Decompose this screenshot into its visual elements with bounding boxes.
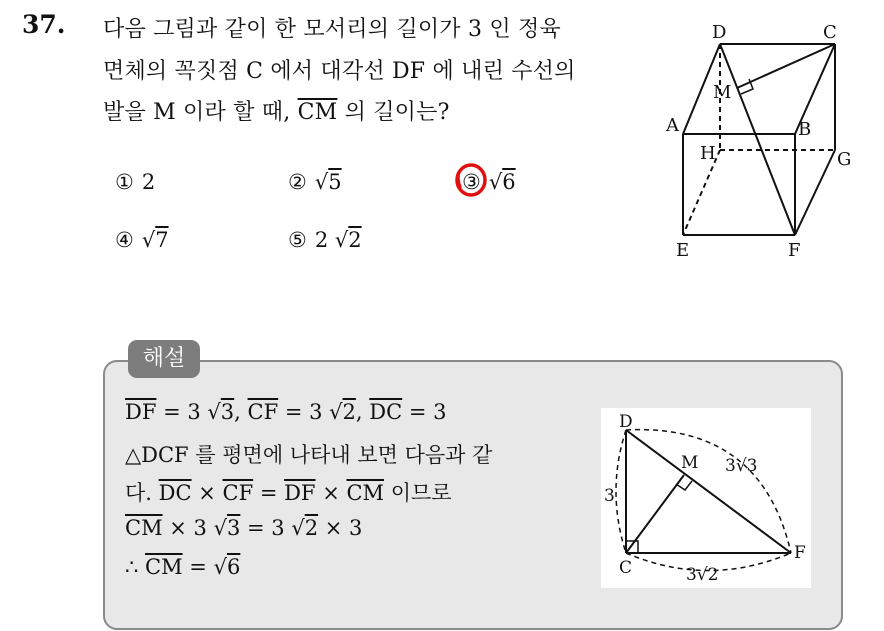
solution-badge: 해설 bbox=[128, 340, 200, 378]
choice-number: ② bbox=[288, 170, 307, 194]
solution-line-5: ∴ $\overline{CM} = √6$ bbox=[125, 555, 241, 579]
choice-5[interactable] bbox=[288, 228, 362, 252]
choice-number: ⑤ bbox=[288, 228, 307, 252]
choice-4[interactable] bbox=[115, 228, 169, 252]
tri-label-DC: 3 bbox=[604, 486, 615, 506]
triangle-figure bbox=[601, 408, 811, 588]
tri-label-D: D bbox=[619, 412, 633, 432]
question-text: 의 길이는? bbox=[337, 100, 450, 125]
choice-2[interactable] bbox=[288, 170, 342, 194]
solution-line-3: 다. $\overline{DC} \times \overline{CF} = \overline{DF} \times \overline{CM}$ 이므로 bbox=[125, 481, 452, 505]
segment-cm: $\overline{CM}$ bbox=[297, 100, 338, 125]
solution-line-2: △DCF 를 평면에 나타내 보면 다음과 같 bbox=[125, 443, 493, 467]
label-F: F bbox=[788, 240, 801, 261]
tri-label-CF: 3√2 bbox=[686, 565, 719, 585]
label-H: H bbox=[700, 143, 716, 164]
choice-coef: 2 bbox=[314, 228, 335, 252]
sqrt-value: √7 bbox=[141, 228, 169, 252]
tri-label-DF: 3√3 bbox=[725, 456, 758, 476]
label-G: G bbox=[837, 149, 852, 170]
tri-label-C: C bbox=[619, 558, 633, 578]
label-B: B bbox=[798, 119, 812, 140]
solution-line-1: $\overline{DF} = 3$ √3, $\overline{CF} = 3$ √2, $\overline{DC} = 3$ bbox=[125, 400, 447, 424]
sqrt-value: √2 bbox=[334, 228, 362, 252]
choice-1[interactable] bbox=[115, 170, 155, 194]
sqrt-value: √6 bbox=[488, 170, 516, 194]
solution-line-4: $\overline{CM} \times 3$ √3 = 3 √2 × 3 bbox=[125, 516, 363, 540]
label-M: M bbox=[713, 82, 732, 103]
sqrt-value: √5 bbox=[314, 170, 342, 194]
label-C: C bbox=[823, 22, 837, 43]
question-text: 발을 M 이라 할 때, bbox=[103, 100, 298, 125]
selected-answer-mark bbox=[454, 160, 490, 200]
cube-figure bbox=[660, 20, 860, 265]
question-line-1: 다음 그림과 같이 한 모서리의 길이가 3 인 정육 bbox=[103, 17, 561, 42]
choice-number: ④ bbox=[115, 228, 134, 252]
label-A: A bbox=[666, 115, 679, 136]
question-line-3 bbox=[103, 95, 450, 126]
choice-value: 2 bbox=[141, 170, 156, 194]
question-line-2: 면체의 꼭짓점 C 에서 대각선 DF 에 내린 수선의 bbox=[103, 59, 576, 84]
label-D: D bbox=[712, 22, 727, 43]
question-number: 37. bbox=[22, 10, 66, 39]
tri-label-F: F bbox=[794, 543, 806, 563]
choice-number: ① bbox=[115, 170, 134, 194]
choice-number: ③ bbox=[462, 170, 481, 194]
tri-label-M: M bbox=[681, 453, 699, 473]
label-E: E bbox=[676, 240, 690, 261]
